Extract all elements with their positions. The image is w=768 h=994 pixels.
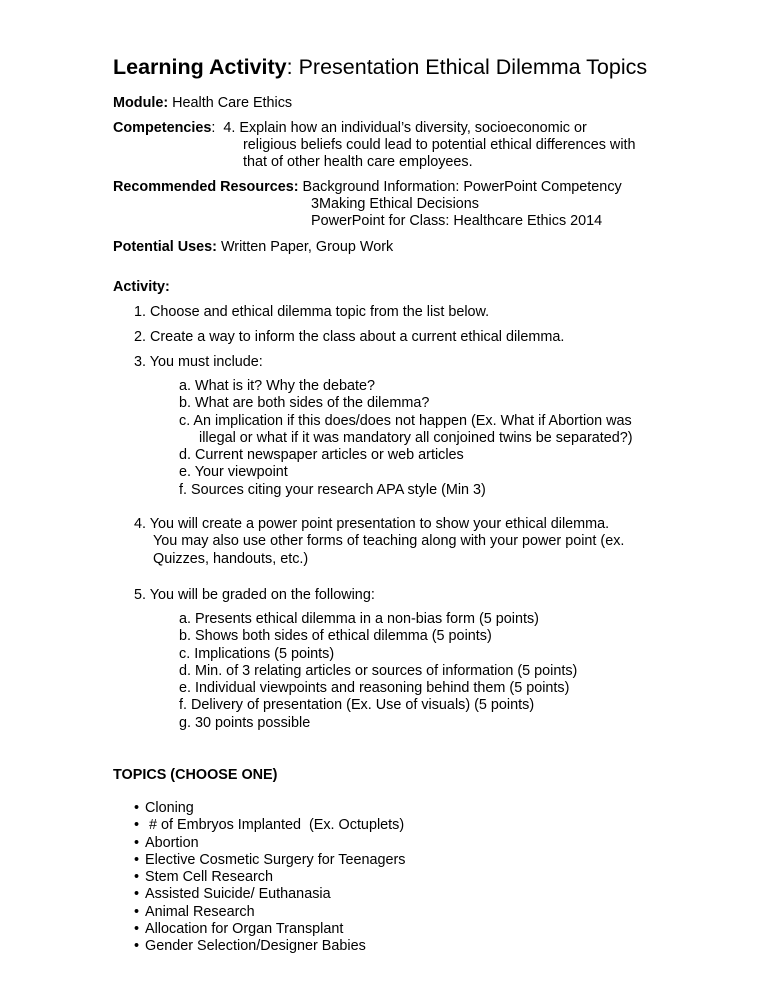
uses-value: Written Paper, Group Work <box>216 239 394 255</box>
grading-item-f: f. Delivery of presentation (Ex. Use of visuals) (5 points) <box>179 697 535 714</box>
resources-line1 <box>113 179 622 195</box>
grading-item-a: a. Presents ethical dilemma in a non-bias form (5 points) <box>179 611 539 627</box>
competencies-line1 <box>113 120 587 136</box>
include-item-d: d. Current newspaper articles or web articles <box>179 447 464 464</box>
step4-line-1: 4. You will create a power point presentation to show your ethical dilemma. <box>134 516 610 532</box>
topic-item-stem-cell <box>134 869 405 886</box>
activity-step-3: 3. You must include: <box>134 354 263 370</box>
topics-list <box>134 800 405 956</box>
grading-item-c: c. Implications (5 points) <box>179 645 335 662</box>
topic-label: Cloning <box>145 800 194 816</box>
activity-step-4 <box>134 516 624 568</box>
competencies-label: Competencies <box>113 120 212 136</box>
include-item-e: e. Your viewpoint <box>179 464 288 481</box>
activity-step-1: 1. Choose and ethical dilemma topic from the list below. <box>134 304 490 320</box>
resources-text-3: PowerPoint for Class: Healthcare Ethics 2014 <box>311 213 603 229</box>
title-rest: : Presentation Ethical Dilemma Topics <box>286 55 648 79</box>
topic-item-abortion <box>134 835 405 852</box>
resources-text-1: Background Information: PowerPoint Competency <box>298 179 622 195</box>
grading-item-d: d. Min. of 3 relating articles or sources of information (5 points) <box>179 662 578 679</box>
bullet-icon: • <box>134 938 140 955</box>
activity-step-5: 5. You will be graded on the following: <box>134 587 375 603</box>
bullet-icon: • <box>134 886 140 903</box>
bullet-icon: • <box>134 903 140 920</box>
step4-line-2: You may also use other forms of teaching along with your power point (ex. <box>153 533 625 550</box>
topic-label: # of Embryos Implanted (Ex. Octuplets) <box>145 817 405 834</box>
include-list <box>179 378 633 499</box>
competencies-text-3: that of other health care employees. <box>243 154 473 170</box>
topic-label: Elective Cosmetic Surgery for Teenagers <box>145 851 406 868</box>
page-title <box>113 55 647 80</box>
topic-label: Allocation for Organ Transplant <box>145 921 344 938</box>
topic-item-animal-research <box>134 904 405 921</box>
grading-list <box>179 611 577 732</box>
competencies-text-1: Explain how an individual’s diversity, socioeconomic or <box>239 120 587 136</box>
topic-item-cosmetic-surgery <box>134 852 405 869</box>
bullet-icon: • <box>134 869 140 886</box>
include-item-b: b. What are both sides of the dilemma? <box>179 395 430 412</box>
activity-step-2: 2. Create a way to inform the class about a current ethical dilemma. <box>134 329 565 345</box>
bullet-icon: • <box>134 921 140 938</box>
grading-item-e: e. Individual viewpoints and reasoning behind them (5 points) <box>179 680 570 697</box>
topic-label: Abortion <box>145 834 199 851</box>
topic-label: Stem Cell Research <box>145 869 273 886</box>
bullet-icon: • <box>134 834 140 851</box>
competencies-number: : 4. <box>211 120 240 136</box>
resources-label: Recommended Resources: <box>113 179 299 195</box>
module-line <box>113 95 292 111</box>
module-label: Module: <box>113 95 169 111</box>
topic-item-cloning <box>134 800 405 817</box>
topic-item-organ-transplant <box>134 921 405 938</box>
topic-label: Animal Research <box>145 903 255 920</box>
step4-line-3: Quizzes, handouts, etc.) <box>153 550 309 567</box>
title-bold: Learning Activity <box>113 55 287 79</box>
include-item-a: a. What is it? Why the debate? <box>179 378 375 394</box>
topic-item-gender-selection <box>134 938 405 955</box>
competencies-text-2: religious beliefs could lead to potential ethical differences with <box>243 137 636 153</box>
module-value: Health Care Ethics <box>168 95 293 111</box>
include-item-c: c. An implication if this does/does not happen (Ex. What if Abortion was <box>179 412 632 429</box>
bullet-icon: • <box>134 800 140 816</box>
uses-label: Potential Uses: <box>113 239 217 255</box>
topic-label: Assisted Suicide/ Euthanasia <box>145 886 331 903</box>
grading-item-b: b. Shows both sides of ethical dilemma (5 points) <box>179 628 492 645</box>
topic-item-assisted-suicide <box>134 886 405 903</box>
bullet-icon: • <box>134 817 140 834</box>
topic-label: Gender Selection/Designer Babies <box>145 938 366 955</box>
include-item-c-cont: illegal or what if it was mandatory all conjoined twins be separated?) <box>199 429 633 446</box>
activity-heading: Activity: <box>113 279 170 295</box>
grading-item-g: g. 30 points possible <box>179 714 311 731</box>
uses-line <box>113 239 393 255</box>
topics-heading: TOPICS (CHOOSE ONE) <box>113 767 278 783</box>
bullet-icon: • <box>134 851 140 868</box>
include-item-f: f. Sources citing your research APA style (Min 3) <box>179 481 486 498</box>
topic-item-embryos <box>134 817 405 834</box>
resources-text-2: 3Making Ethical Decisions <box>311 196 479 212</box>
